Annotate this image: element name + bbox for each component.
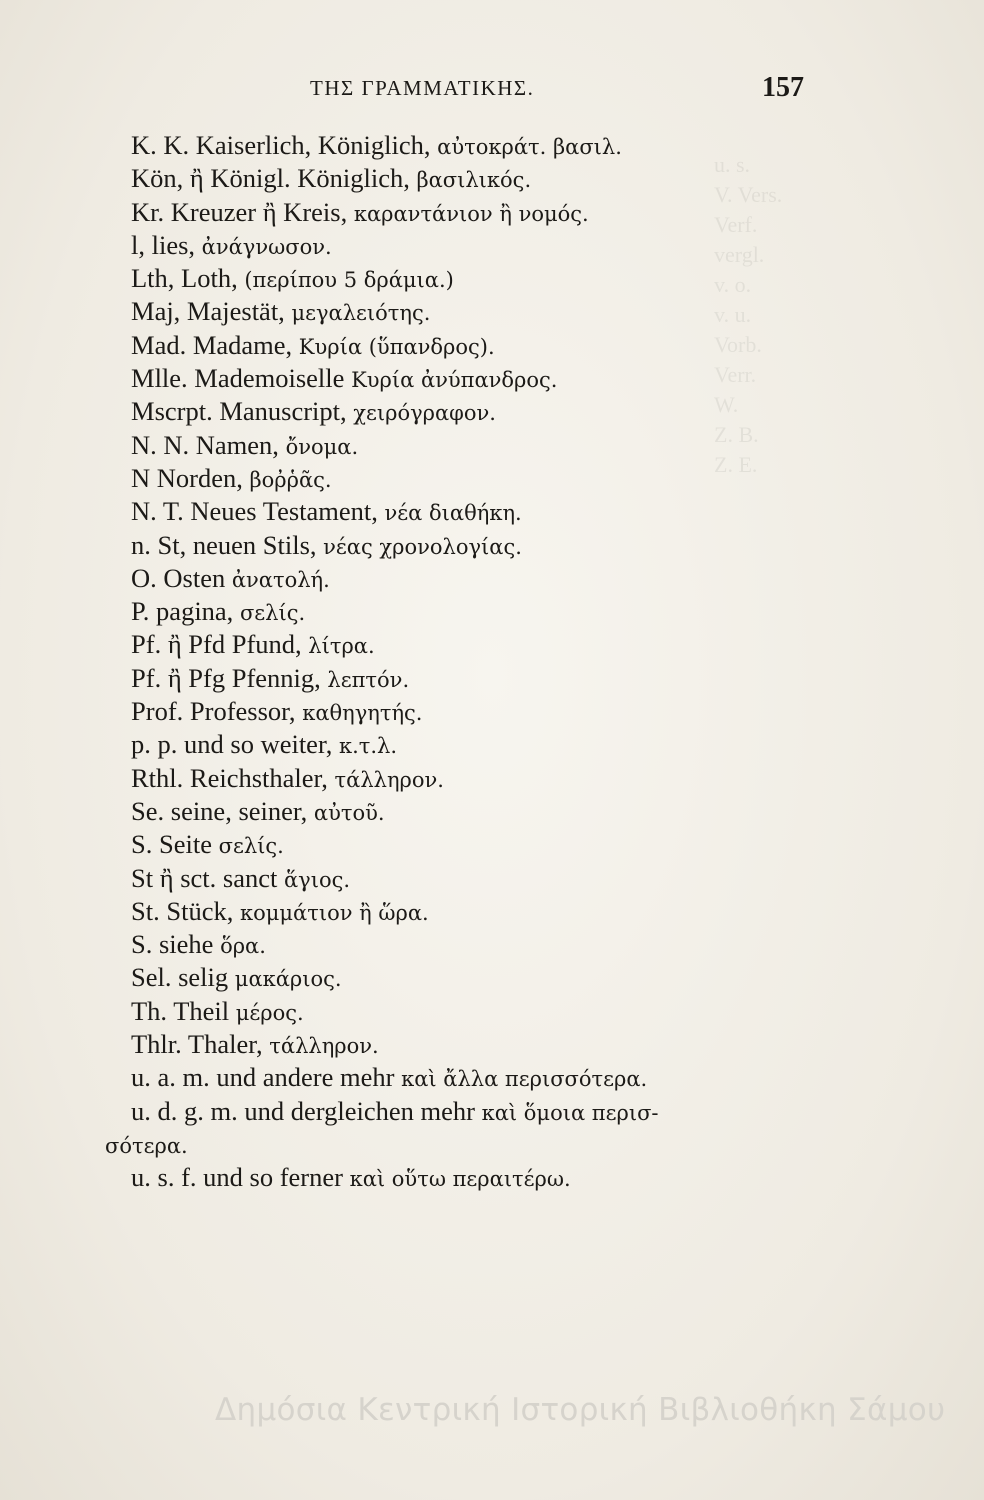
running-head: ΤΗΣ ΓΡΑΜΜΑΤΙΚΗΣ. [310, 76, 535, 100]
entry-greek: καραντάνιον ἢ νομός. [353, 201, 589, 226]
entry-greek: κ.τ.λ. [338, 734, 398, 759]
abbreviation-entry [131, 263, 851, 296]
abbreviation-entry [131, 163, 851, 196]
entry-greek: αὐτοκράτ. βασιλ. [437, 135, 622, 159]
entry-greek: σότερα. [105, 1133, 188, 1158]
entry-german: S. siehe [131, 929, 214, 960]
abbreviation-entry [131, 296, 851, 329]
entry-german: St ἢ sct. sanct [131, 862, 278, 893]
entry-german: u. s. f. und so ferner [131, 1162, 343, 1193]
entry-greek: καθηγητής. [302, 701, 423, 726]
entry-german: Kön, ἢ Königl. Königlich, [131, 163, 410, 194]
entry-german: Se. seine, seiner, [131, 795, 308, 826]
abbreviation-entry [131, 230, 851, 263]
entry-german: Mscrpt. Manuscript, [131, 396, 347, 427]
entry-german: Prof. Professor, [131, 696, 296, 727]
entry-greek: Κυρία (ὕπανδρος). [298, 334, 495, 359]
abbreviation-entry [131, 330, 851, 363]
entry-german: Pf. ἢ Pfg Pfennig, [131, 662, 321, 693]
abbreviation-entry [131, 962, 851, 995]
entry-greek: λεπτόν. [327, 667, 410, 692]
entry-german: St. Stück, [131, 895, 234, 926]
entry-greek: τάλληρον. [334, 767, 444, 792]
entry-german: K. K. Kaiserlich, Königlich, [131, 130, 431, 160]
entry-german: p. p. und so weiter, [131, 729, 333, 760]
bleed-through-ghost-text: u. s. V. Vers. Verf. vergl. v. o. v. u. Vorb. Verr. W. Z. B. Z. E. [714, 152, 783, 477]
abbreviation-entry [131, 829, 851, 862]
entry-greek: σελίς. [239, 601, 306, 626]
abbreviation-entry [131, 796, 851, 829]
abbreviation-entry [131, 396, 851, 429]
entry-german: N. T. Neues Testament, [131, 496, 378, 527]
abbreviation-entry [131, 896, 851, 929]
entry-german: Pf. ἢ Pfd Pfund, [131, 629, 302, 660]
abbreviation-entry [131, 596, 851, 629]
entry-german: l, lies, [131, 229, 196, 260]
entry-greek: μεγαλειότης. [291, 301, 431, 326]
abbreviation-list [105, 130, 851, 1196]
abbreviation-entry [131, 929, 851, 962]
entry-greek: τάλληρον. [269, 1034, 379, 1059]
entry-german: u. d. g. m. und dergleichen mehr [131, 1095, 475, 1126]
page-number: 157 [762, 72, 804, 103]
entry-greek: καὶ ὅμοια περισ- [481, 1100, 659, 1125]
library-watermark: Δημόσια Κεντρική Ιστορική Βιβλιοθήκη Σάμου [215, 1392, 946, 1428]
entry-greek: ὅρα. [220, 934, 266, 959]
entry-greek: (περίπου 5 δράμια.) [244, 268, 454, 293]
entry-german: Maj, Majestät, [131, 296, 285, 327]
entry-german: N. N. Namen, [131, 429, 279, 460]
entry-greek: ἀνατολή. [231, 567, 330, 592]
abbreviation-entry [131, 197, 851, 230]
entry-greek: ἅγιος. [283, 867, 351, 892]
abbreviation-entry [131, 663, 851, 696]
entry-german: Th. Theil [131, 995, 230, 1026]
abbreviation-entry [131, 996, 851, 1029]
abbreviation-entry [131, 496, 851, 529]
abbreviation-entry [131, 629, 851, 662]
entry-german: Mlle. Mademoiselle [131, 363, 345, 394]
entry-greek: ἀνάγνωσον. [201, 234, 332, 259]
entry-german: Kr. Kreuzer ἢ Kreis, [131, 196, 348, 227]
abbreviation-entry [131, 729, 851, 762]
abbreviation-entry [131, 563, 851, 596]
entry-german: n. St, neuen Stils, [131, 529, 317, 560]
abbreviation-entry [131, 763, 851, 796]
abbreviation-entry [131, 696, 851, 729]
entry-greek: βοῤῥᾶς. [249, 467, 332, 492]
entry-german: Mad. Madame, [131, 329, 293, 360]
entry-greek: αὐτοῦ. [313, 800, 385, 825]
abbreviation-entry [131, 1162, 851, 1195]
entry-greek: νέα διαθήκη. [384, 501, 522, 526]
entry-german: Lth, Loth, [131, 263, 238, 294]
entry-german: P. pagina, [131, 596, 234, 627]
entry-greek: καὶ οὕτω περαιτέρω. [349, 1167, 571, 1192]
entry-german: Sel. selig [131, 962, 229, 993]
abbreviation-entry [131, 1096, 851, 1129]
entry-greek: μέρος. [235, 1000, 304, 1025]
abbreviation-entry [131, 1062, 851, 1095]
entry-german: Rthl. Reichsthaler, [131, 762, 328, 793]
entry-german: u. a. m. und andere mehr [131, 1062, 395, 1093]
abbreviation-entry [131, 463, 851, 496]
entry-german: S. Seite [131, 829, 212, 860]
abbreviation-entry-continuation [105, 1129, 851, 1162]
abbreviation-entry [131, 530, 851, 563]
entry-greek: σελίς. [218, 834, 284, 859]
entry-greek: κομμάτιον ἢ ὥρα. [239, 900, 429, 925]
abbreviation-entry [131, 1029, 851, 1062]
entry-greek: καὶ ἄλλα περισσότερα. [401, 1067, 648, 1092]
abbreviation-entry [131, 430, 851, 463]
entry-greek: βασιλικός. [416, 168, 532, 193]
entry-german: O. Osten [131, 562, 226, 593]
entry-greek: λίτρα. [308, 634, 375, 659]
entry-greek: χειρόγραφον. [353, 401, 496, 426]
abbreviation-entry [131, 363, 851, 396]
entry-german: N Norden, [131, 462, 243, 493]
entry-german: Thlr. Thaler, [131, 1029, 263, 1060]
entry-greek: Κυρία ἀνύπανδρος. [351, 368, 558, 393]
entry-greek: νέας χρονολογίας. [323, 534, 522, 559]
entry-greek: ὄνομα. [285, 434, 359, 459]
abbreviation-entry [131, 863, 851, 896]
abbreviation-entry [131, 130, 851, 163]
entry-greek: μακάριος. [234, 967, 342, 992]
page-header [0, 70, 984, 110]
